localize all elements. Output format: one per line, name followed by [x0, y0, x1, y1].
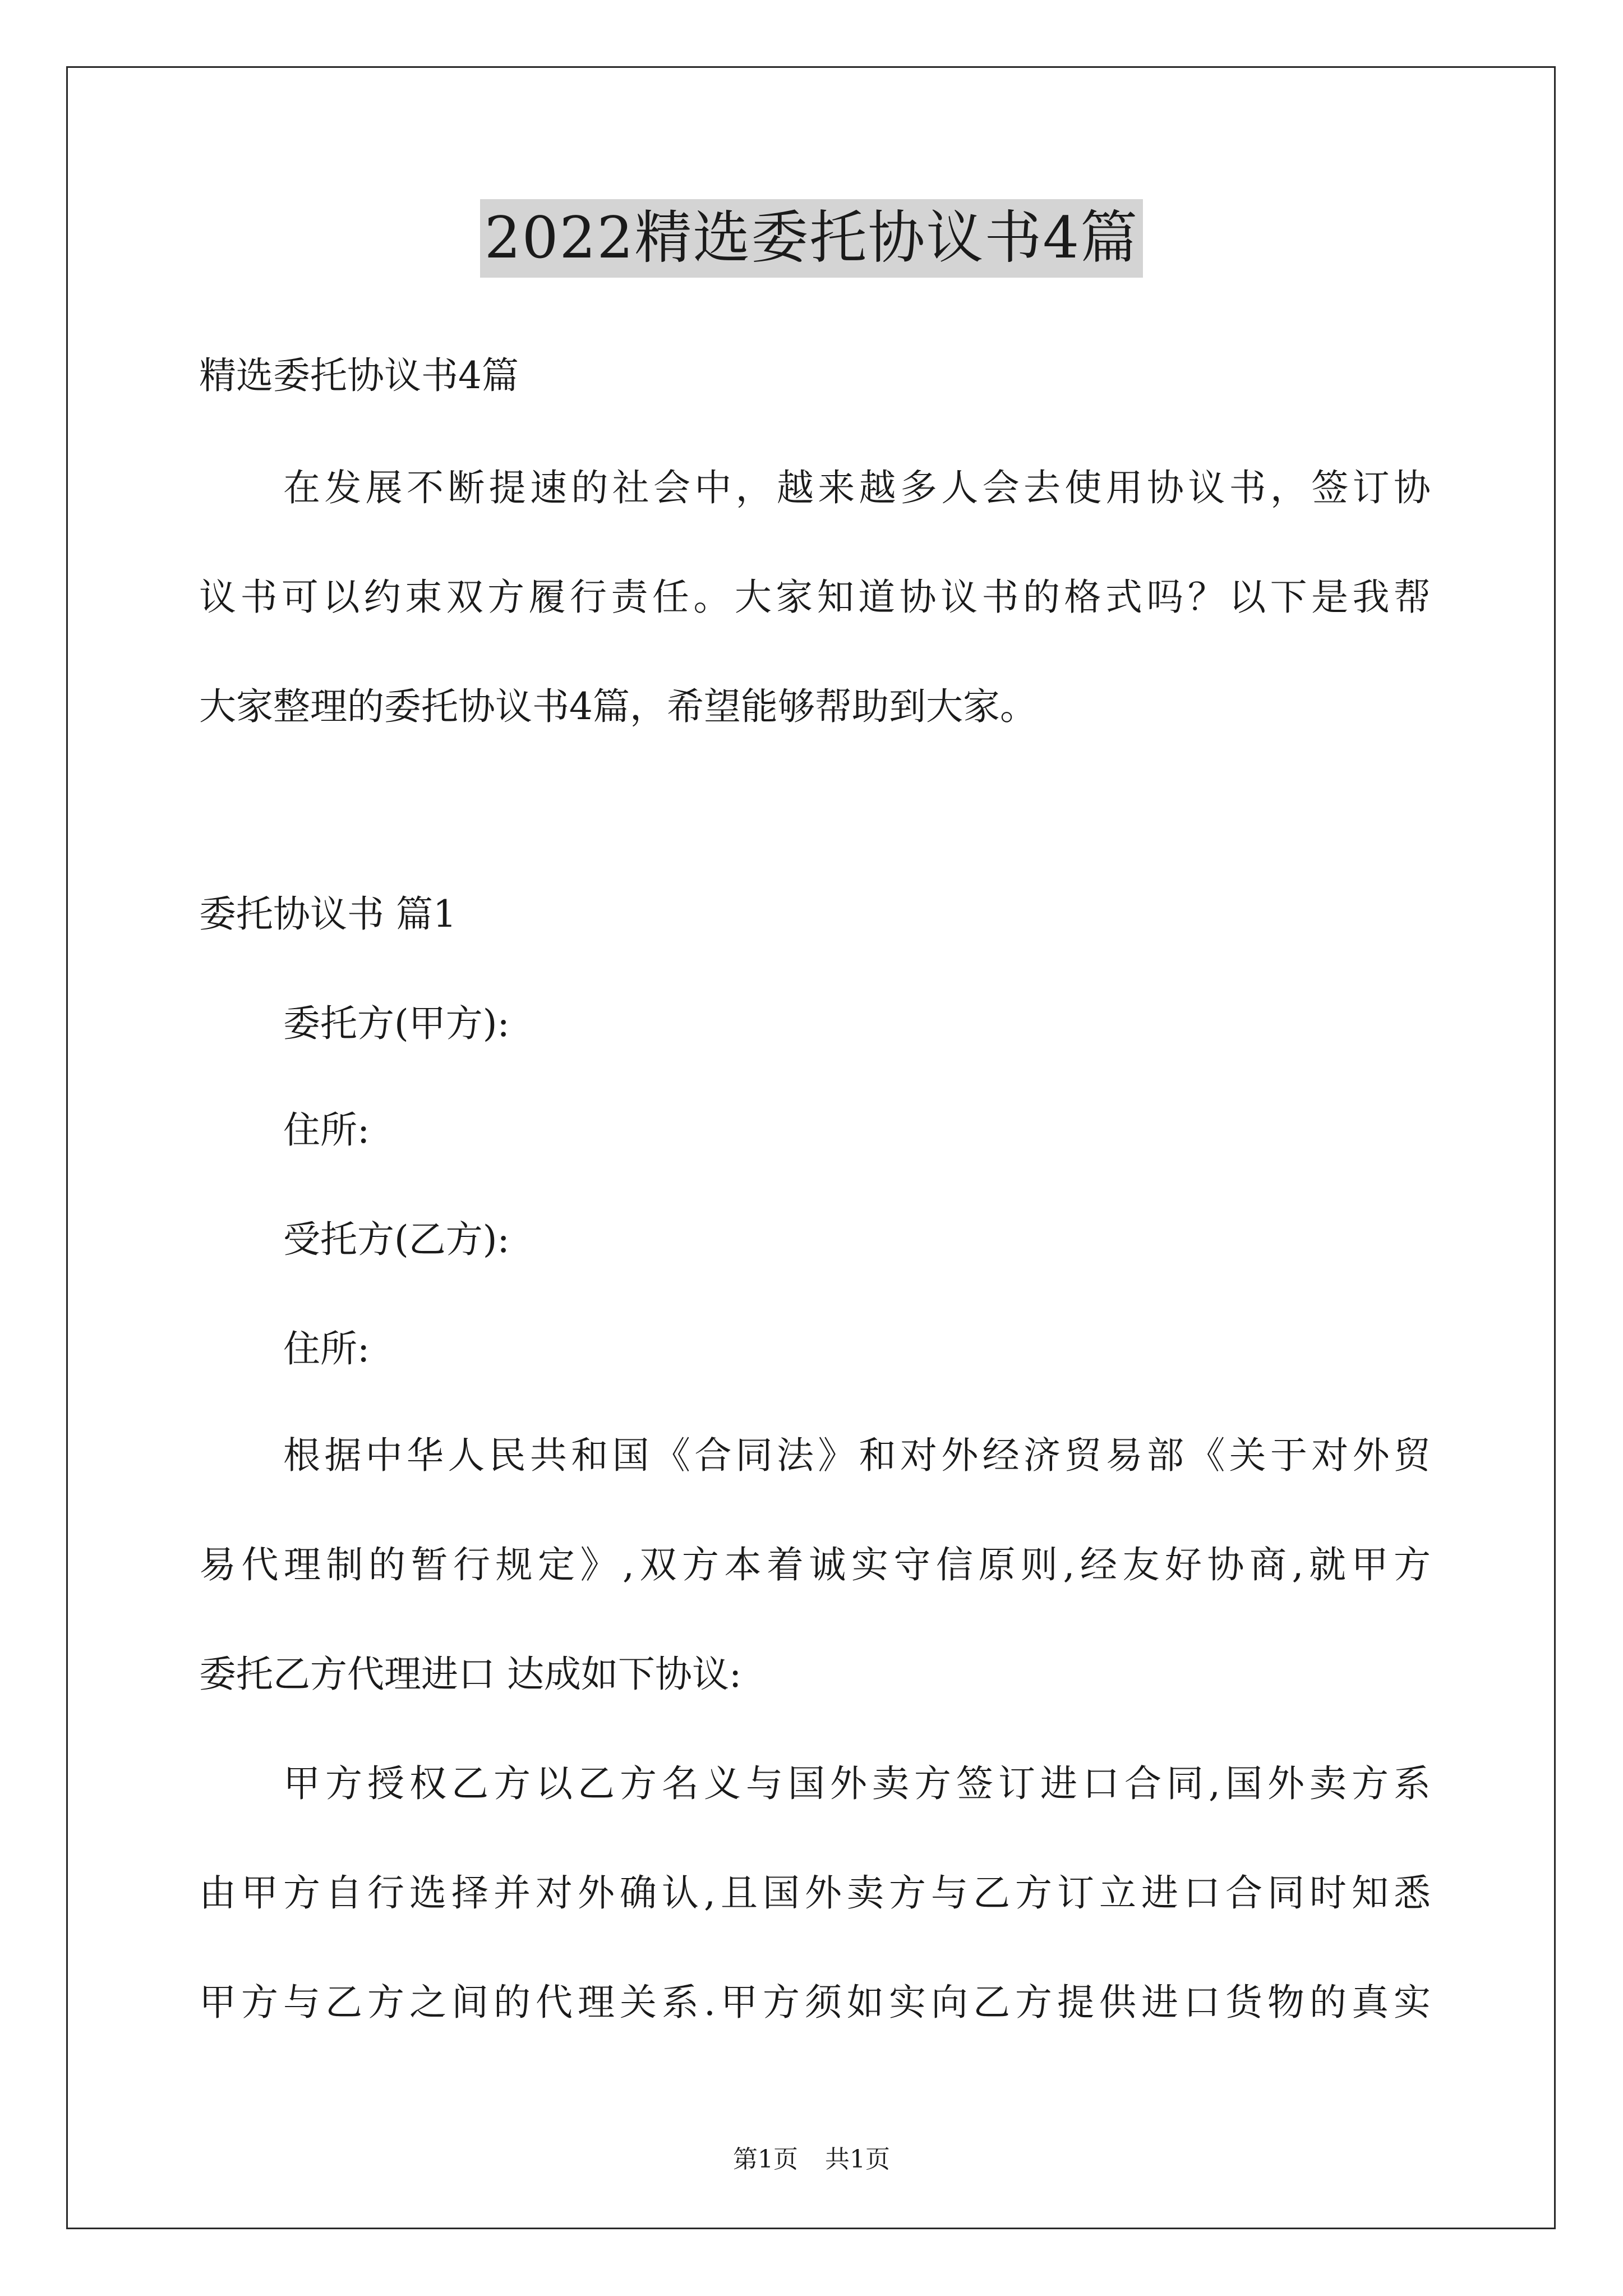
field-line: 受托方(乙方):: [283, 1218, 510, 1261]
subtitle-line: 精选委托协议书4篇: [199, 354, 519, 397]
field-line: 住所:: [283, 1327, 370, 1370]
paragraph-line: 甲方与乙方之间的代理关系.甲方须如实向乙方提供进口货物的真实: [199, 1981, 1431, 2024]
document-title: 2022精选委托协议书4篇: [480, 199, 1143, 278]
field-line: 住所:: [283, 1108, 370, 1152]
section-heading: 委托协议书 篇1: [199, 892, 457, 936]
paragraph-line: 甲方授权乙方以乙方名义与国外卖方签订进口合同,国外卖方系: [283, 1762, 1431, 1805]
field-line: 委托方(甲方):: [283, 1002, 510, 1045]
paragraph-line: 由甲方自行选择并对外确认,且国外卖方与乙方订立进口合同时知悉: [199, 1871, 1431, 1915]
paragraph-line: 在发展不断提速的社会中，越来越多人会去使用协议书，签订协: [283, 466, 1431, 509]
paragraph-line: 委托乙方代理进口 达成如下协议:: [199, 1653, 742, 1696]
title-block: [0, 199, 1623, 278]
paragraph-line: 大家整理的委托协议书4篇，希望能够帮助到大家。: [199, 685, 1037, 728]
paragraph-line: 根据中华人民共和国《合同法》和对外经济贸易部《关于对外贸: [283, 1434, 1431, 1477]
page-footer: [0, 2144, 1623, 2175]
page-number: 第1页: [733, 2145, 798, 2174]
paragraph-line: 议书可以约束双方履行责任。大家知道协议书的格式吗？以下是我帮: [199, 576, 1431, 619]
paragraph-line: 易代理制的暂行规定》,双方本着诚实守信原则,经友好协商,就甲方: [199, 1543, 1431, 1586]
page-total: 共1页: [825, 2145, 890, 2174]
